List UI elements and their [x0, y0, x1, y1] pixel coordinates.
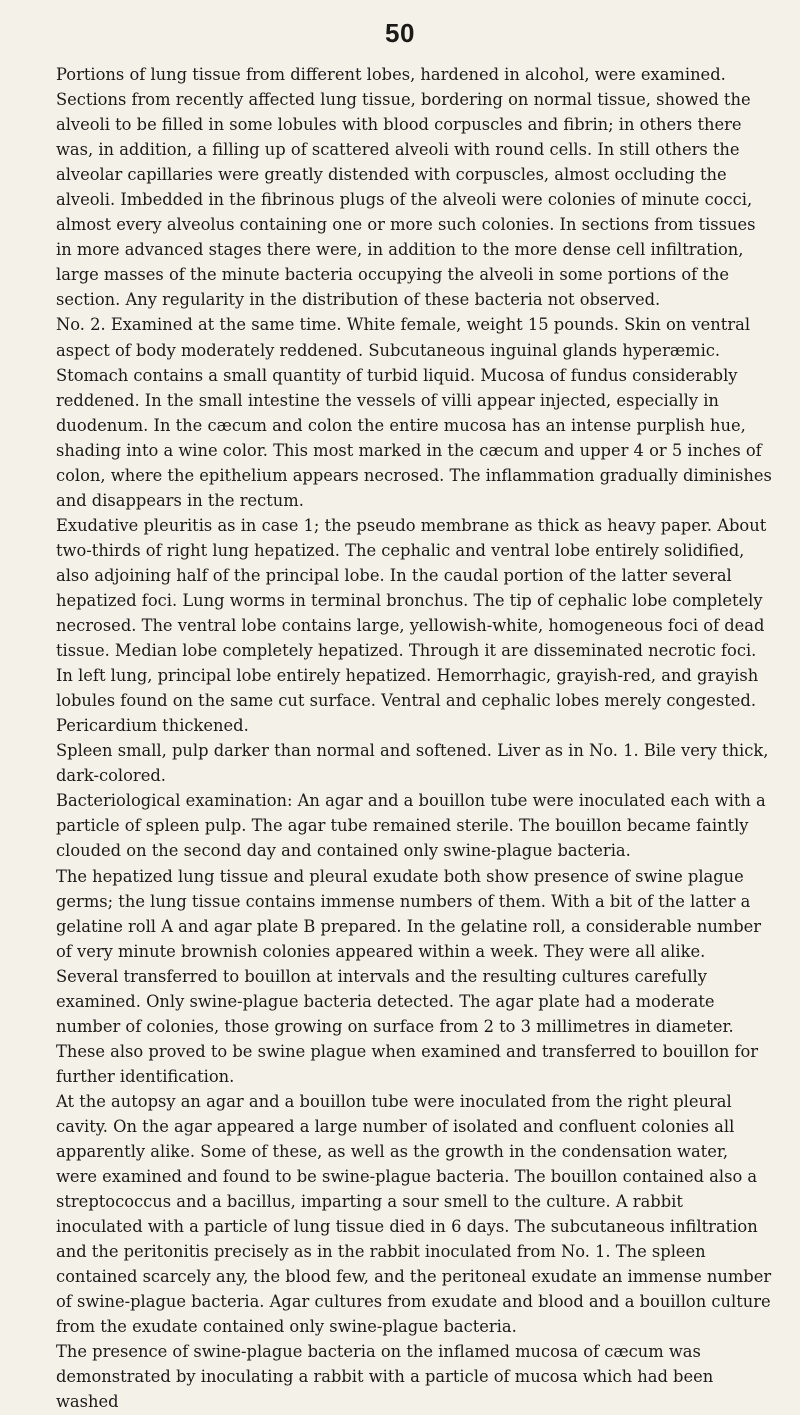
paragraph-spleen-liver: Spleen small, pulp darker than normal and softened. Liver as in No. 1. Bile very thick, dark-colored. [56, 741, 769, 786]
paragraph-left-lung: In left lung, principal lobe entirely hepatized. Hemorrhagic, grayish-red, and grayish lobules found on the same cut surface. Ventral and cephalic lobes merely congested. Pericardium thickened. [56, 666, 759, 736]
body-text [56, 62, 772, 1415]
paragraph-caecum-inoculation: The presence of swine-plague bacteria on the inflamed mucosa of cæcum was demonstrated by inoculating a rabbit with a particle of mucosa which had been washed [56, 1342, 714, 1412]
paragraph-bacteriological-exam: Bacteriological examination: An agar and a bouillon tube were inoculated each with a particle of spleen pulp. The agar tube remained sterile. The bouillon became faintly clouded on the second day and contained only swine-plague bacteria. [56, 791, 766, 861]
paragraph-stomach-intestine: Stomach contains a small quantity of turbid liquid. Mucosa of fundus considerably reddened. In the small intestine the vessels of villi appear injected, especially in duodenum. In the cæcum and colon the entire mucosa has an intense purplish hue, shading into a wine color. This most marked in the cæcum and upper 4 or 5 inches of colon, where the epithelium appears necrosed. The inflammation gradually diminishes and disappears in the rectum. [56, 365, 772, 510]
paragraph-right-lung: Exudative pleuritis as in case 1; the pseudo membrane as thick as heavy paper. About two-thirds of right lung hepatized. The cephalic and ventral lobe entirely solidified, also adjoining half of the principal lobe. In the caudal portion of the latter several hepatized foci. Lung worms in terminal bronchus. The tip of cephalic lobe completely necrosed. The ventral lobe contains large, yellowish-white, homogeneous foci of dead tissue. Median lobe completely hepatized. Through it are disseminated necrotic foci. [56, 515, 767, 661]
page-number: 50 [385, 18, 415, 48]
paragraph-case-no-2: No. 2. Examined at the same time. White female, weight 15 pounds. Skin on ventral aspect of body moderately reddened. Subcutaneous inguinal glands hyperæmic. [56, 315, 751, 360]
paragraph-autopsy-cultures: At the autopsy an agar and a bouillon tube were inoculated from the right pleural cavity. On the agar appeared a large number of isolated and confluent colonies all apparently alike. Some of these, as well as the growth in the condensation water, were examined and found to be swine-plague bacteria. The bouillon contained also a streptococcus and a bacillus, imparting a sour smell to the culture. A rabbit inoculated with a particle of lung tissue died in 6 days. The subcutaneous infiltration and the peritonitis precisely as in the rabbit inoculated from No. 1. The spleen contained scarcely any, the blood few, and the peritoneal exudate an immense number of swine-plague bacteria. Agar cultures from exudate and blood and a bouillon culture from the exudate contained only swine-plague bacteria. [56, 1091, 772, 1337]
paragraph-lung-sections: Portions of lung tissue from different lobes, hardened in alcohol, were examined. Sections from recently affected lung tissue, bordering on normal tissue, showed the alveoli to be filled in some lobules with blood corpuscles and fibrin; in others there was, in addition, a filling up of scattered alveoli with round cells. In still others the alveolar capillaries were greatly distended with corpuscles, almost occluding the alveoli. Imbedded in the fibrinous plugs of the alveoli were colonies of minute cocci, almost every alveolus containing one or more such colonies. In sections from tissues in more advanced stages there were, in addition to the more dense cell infiltration, large masses of the minute bacteria occupying the alveoli in some portions of the section. Any regularity in the distribution of these bacteria not observed. [56, 65, 756, 310]
paragraph-hepatized-tissue: The hepatized lung tissue and pleural exudate both show presence of swine plague germs; the lung tissue contains immense numbers of them. With a bit of the latter a gelatine roll A and agar plate B prepared. In the gelatine roll, a considerable number of very minute brownish colonies appeared within a week. They were all alike. Several transferred to bouillon at intervals and the resulting cultures carefully examined. Only swine-plague bacteria detected. The agar plate had a moderate number of colonies, those growing on surface from 2 to 3 millimetres in diameter. These also proved to be swine plague when examined and transferred to bouillon for further identification. [56, 866, 762, 1086]
